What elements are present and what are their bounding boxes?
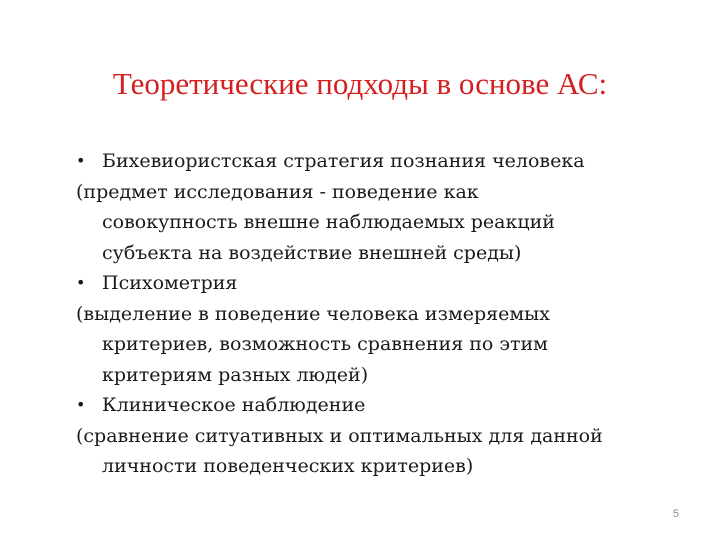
bullet-item-line: субъекта на воздействие внешней среды) bbox=[102, 241, 522, 264]
bullet-icon: • bbox=[76, 273, 86, 292]
bullet-item-heading bbox=[76, 268, 716, 299]
bullet-item-line: совокупность внешне наблюдаемых реакций bbox=[102, 211, 555, 233]
bullet-icon: • bbox=[76, 151, 86, 170]
bullet-item-line: личности поведенческих критериев) bbox=[102, 455, 474, 477]
bullet-item-line: критериям разных людей) bbox=[102, 363, 369, 386]
slide-body bbox=[76, 146, 716, 482]
bullet-item-line: (предмет исследования - поведение как bbox=[76, 180, 479, 203]
bullet-item-line: критериев, возможность сравнения по этим bbox=[102, 333, 548, 355]
slide-title: Теоретические подходы в основе АС: bbox=[112, 66, 608, 101]
bullet-icon: • bbox=[76, 395, 86, 414]
bullet-heading-text: Клиническое наблюдение bbox=[102, 394, 366, 416]
bullet-item-line: (выделение в поведение человека измеряемых bbox=[76, 302, 550, 325]
bullet-heading-text: Психометрия bbox=[102, 272, 238, 294]
bullet-heading-text: Бихевиористская стратегия познания человека bbox=[102, 150, 585, 172]
page-number: 5 bbox=[672, 508, 679, 520]
bullet-item-line: (сравнение ситуативных и оптимальных для данной bbox=[76, 424, 603, 447]
bullet-item-heading bbox=[76, 390, 716, 421]
bullet-item-heading bbox=[76, 146, 716, 177]
